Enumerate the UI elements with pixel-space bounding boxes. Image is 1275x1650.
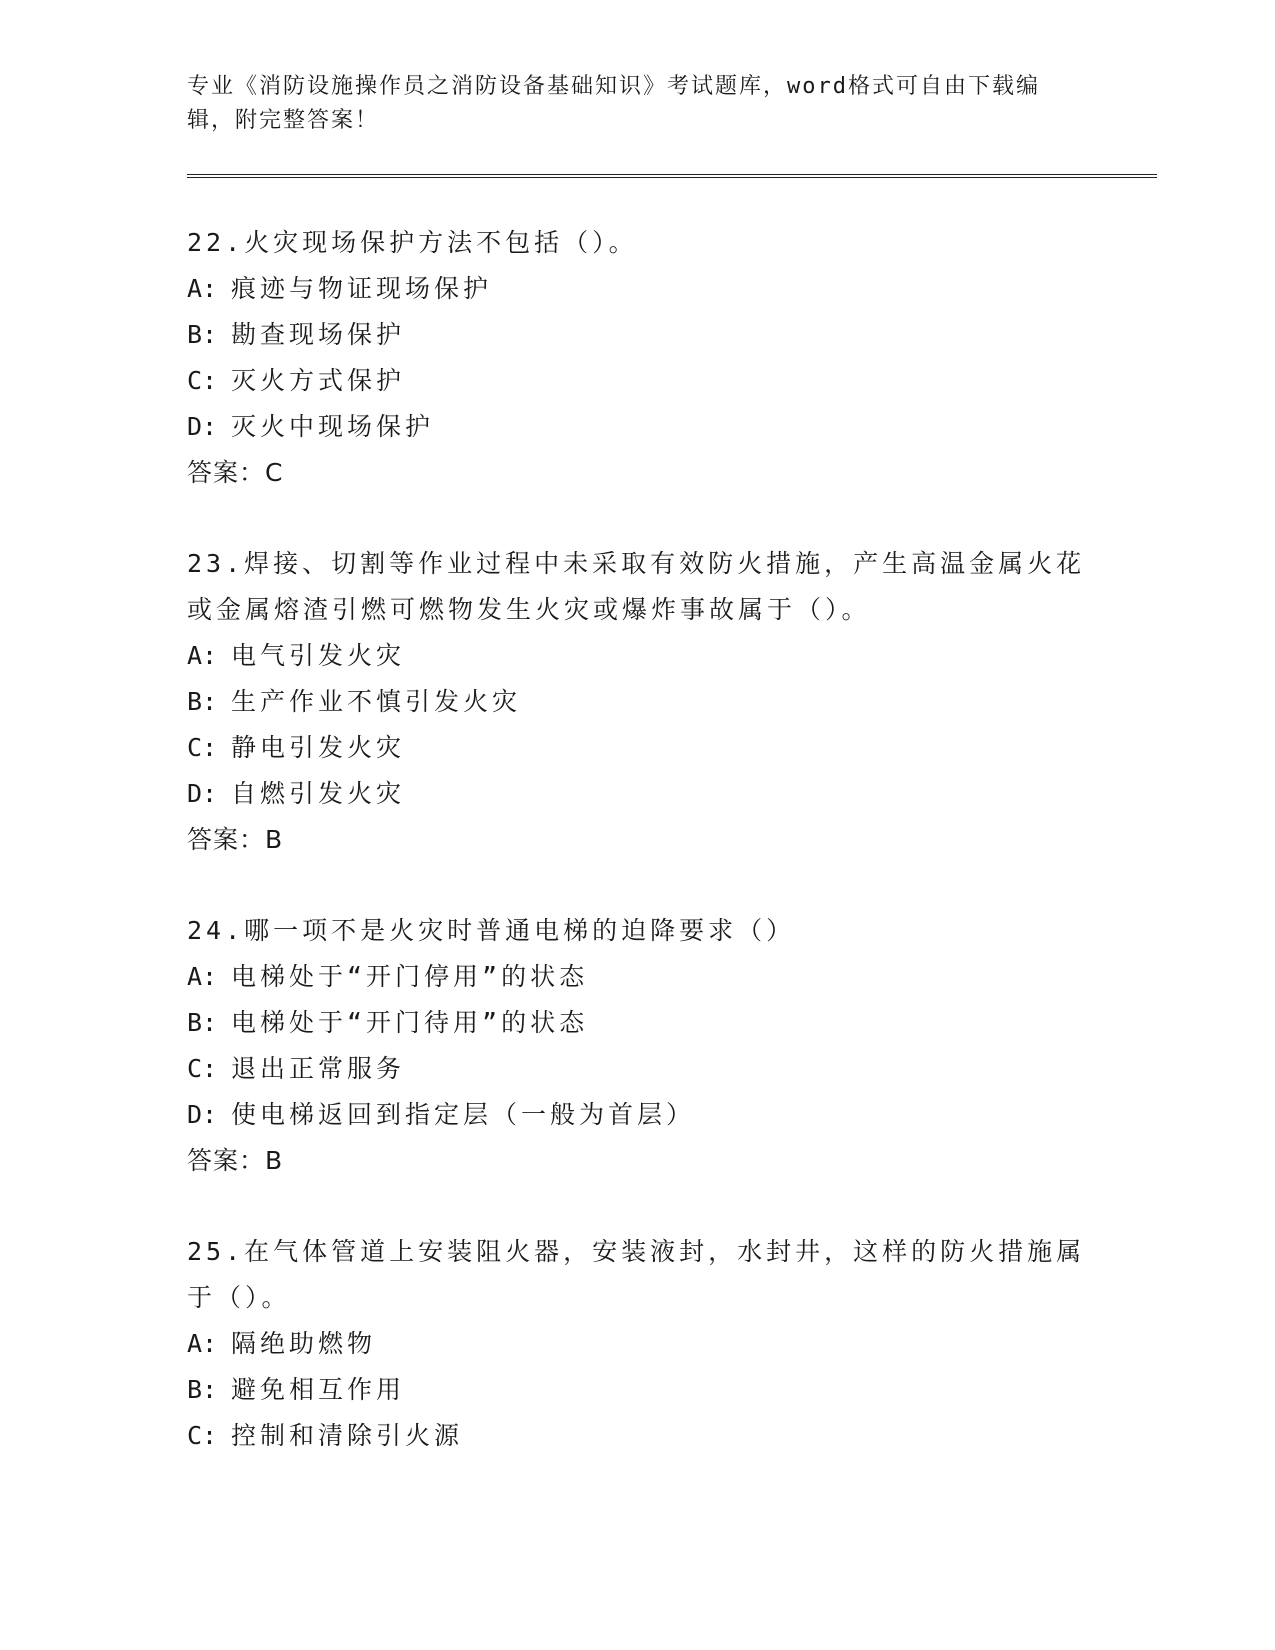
- option-c: [187, 1413, 1157, 1459]
- header-divider: [187, 174, 1157, 178]
- option-letter: B:: [187, 1375, 218, 1404]
- option-letter: D:: [187, 1100, 218, 1129]
- option-d: [187, 771, 1157, 817]
- option-text: 电梯处于“开门停用”的状态: [231, 962, 589, 991]
- option-b: [187, 679, 1157, 725]
- question-stem: 23.焊接、切割等作业过程中未采取有效防火措施，产生高温金属火花或金属熔渣引燃可燃物发生火灾或爆炸事故属于（）。: [187, 549, 1086, 624]
- option-letter: A:: [187, 1329, 218, 1358]
- option-text: 控制和清除引火源: [231, 1421, 464, 1450]
- question-24: [187, 908, 1157, 1184]
- question-stem: 25.在气体管道上安装阻火器，安装液封，水封井，这样的防火措施属于（）。: [187, 1237, 1086, 1312]
- option-letter: A:: [187, 641, 218, 670]
- answer-line: 答案：B: [187, 1146, 284, 1175]
- option-text: 电气引发火灾: [231, 641, 406, 670]
- option-text: 自燃引发火灾: [231, 779, 406, 808]
- question-stem: 22.火灾现场保护方法不包括（）。: [187, 228, 638, 257]
- answer-line: 答案：C: [187, 458, 284, 487]
- option-letter: C:: [187, 366, 218, 395]
- option-letter: B:: [187, 1008, 218, 1037]
- option-a: [187, 266, 1157, 312]
- option-text: 隔绝助燃物: [231, 1329, 377, 1358]
- question-stem: 24.哪一项不是火灾时普通电梯的迫降要求（）: [187, 916, 796, 945]
- option-text: 灭火中现场保护: [231, 412, 435, 441]
- option-text: 灭火方式保护: [231, 366, 406, 395]
- question-23: [187, 541, 1157, 863]
- option-c: [187, 725, 1157, 771]
- option-text: 退出正常服务: [231, 1054, 406, 1083]
- option-a: [187, 954, 1157, 1000]
- option-d: [187, 1092, 1157, 1138]
- option-letter: B:: [187, 687, 218, 716]
- question-list: [187, 220, 1157, 1459]
- option-letter: C:: [187, 1054, 218, 1083]
- option-b: [187, 1367, 1157, 1413]
- option-text: 电梯处于“开门待用”的状态: [231, 1008, 589, 1037]
- option-letter: B:: [187, 320, 218, 349]
- option-letter: C:: [187, 733, 218, 762]
- option-c: [187, 358, 1157, 404]
- option-c: [187, 1046, 1157, 1092]
- option-text: 生产作业不慎引发火灾: [231, 687, 522, 716]
- document-page: [187, 70, 1157, 1504]
- option-text: 使电梯返回到指定层（一般为首层）: [231, 1100, 696, 1129]
- option-letter: D:: [187, 412, 218, 441]
- option-b: [187, 312, 1157, 358]
- option-text: 勘查现场保护: [231, 320, 406, 349]
- option-letter: A:: [187, 962, 218, 991]
- option-letter: D:: [187, 779, 218, 808]
- option-letter: A:: [187, 274, 218, 303]
- option-a: [187, 633, 1157, 679]
- option-text: 痕迹与物证现场保护: [231, 274, 493, 303]
- option-text: 静电引发火灾: [231, 733, 406, 762]
- question-22: [187, 220, 1157, 496]
- answer-line: 答案：B: [187, 825, 284, 854]
- option-b: [187, 1000, 1157, 1046]
- option-a: [187, 1321, 1157, 1367]
- option-text: 避免相互作用: [231, 1375, 406, 1404]
- document-header: 专业《消防设施操作员之消防设备基础知识》考试题库，word格式可自由下载编辑，附完整答案！: [187, 74, 1040, 133]
- question-25: [187, 1229, 1157, 1459]
- option-letter: C:: [187, 1421, 218, 1450]
- option-d: [187, 404, 1157, 450]
